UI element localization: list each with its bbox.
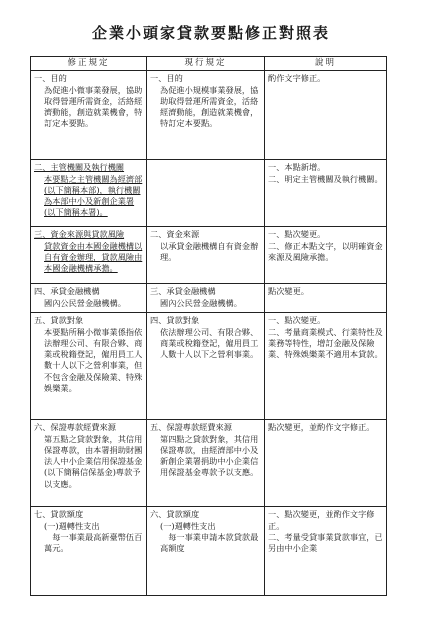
- revised-heading: 七、貸款額度: [34, 509, 84, 520]
- document-title: 企業小頭家貸款要點修正對照表: [91, 24, 330, 42]
- revised-cell: [31, 71, 147, 160]
- note-text: 一、點次變更，並酌作文字修正。 二、考量受貸事業貸款事宜，已另由中小企業: [268, 509, 383, 554]
- table-row: [31, 160, 387, 227]
- revised-heading: 六、保證專款經費來源: [34, 422, 116, 433]
- current-cell: [147, 507, 265, 596]
- revised-cell: [31, 160, 147, 227]
- note-text: 酌作文字修正。: [268, 73, 326, 84]
- note-text: 一、點次變更。 二、修正本點文字，以明確資金來源及風險承擔。: [268, 229, 383, 262]
- note-text: 一、本點新增。 二、明定主管機關及執行機關。: [268, 162, 383, 184]
- revised-heading: 四、承貸金融機構: [34, 286, 100, 297]
- revised-text: 為促進小微事業發展，協助取得營運所需資金，活絡經濟動能，創造就業機會，特訂定本要點。: [44, 84, 143, 129]
- current-cell: [147, 71, 265, 160]
- current-heading: 六、貸款額度: [150, 509, 200, 520]
- table-row: [31, 227, 387, 284]
- table-row: [31, 507, 387, 596]
- revised-cell: [31, 313, 147, 420]
- current-cell: [147, 284, 265, 313]
- table-header-row: [31, 57, 387, 71]
- note-cell: [265, 284, 387, 313]
- table-row: [31, 284, 387, 313]
- note-cell: [265, 227, 387, 284]
- header-revised: 修正規定: [31, 57, 147, 71]
- header-note: 說明: [265, 57, 387, 71]
- note-text: 點次變更，並酌作文字修正。: [268, 422, 375, 433]
- current-text: 依法辦理公司、有限合夥、商業或稅籍登記，僱用員工人數十人以下之營利事業。: [160, 326, 259, 360]
- current-text: 為促進小規模事業發展，協助取得營運所需資金，活絡經濟動能，創造就業機會，特訂定本要點。: [160, 84, 259, 129]
- current-cell: [147, 420, 265, 507]
- note-cell: [265, 507, 387, 596]
- revised-text: 國內公民營金融機構。: [44, 297, 126, 308]
- current-text: 國內公民營金融機構。: [160, 297, 242, 308]
- revised-cell: [31, 227, 147, 284]
- revised-text: 本要點所稱小微事業係指依法辦理公司、有限合夥、商業或稅籍登記，僱用員工人數十人以下之營利事業，但不包含金融及保險業、特殊娛樂業。: [44, 326, 143, 394]
- revised-heading: 一、目的: [34, 73, 67, 84]
- revised-heading: 五、貸款對象: [34, 315, 84, 326]
- current-cell: [147, 313, 265, 420]
- table-row: [31, 71, 387, 160]
- current-heading: 三、承貸金融機構: [150, 286, 216, 297]
- note-text: 點次變更。: [268, 286, 309, 297]
- table-row: [31, 313, 387, 420]
- revised-text: (一)週轉性支出 每一事業最高新臺幣伍百萬元。: [44, 520, 143, 554]
- note-cell: [265, 71, 387, 160]
- note-cell: [265, 313, 387, 420]
- note-cell: [265, 160, 387, 227]
- revised-text: 貸款資金由本國金融機構以自有資金辦理，貸款風險由本國金融機構承擔。: [44, 240, 143, 274]
- revised-text: 第五點之貸款對象，其信用保證專款，由本署捐助財團法人中小企業信用保證基金(以下簡稱信保基金)專款予以支應。: [44, 433, 143, 489]
- revised-cell: [31, 507, 147, 596]
- revised-heading: 三、資金來源與貸款風險: [34, 229, 125, 240]
- current-heading: 五、保證專款經費來源: [150, 422, 232, 433]
- current-cell: [147, 160, 265, 227]
- current-text: (一)週轉性支出 每一事業申請本款貸款最高額度: [160, 520, 259, 554]
- revised-cell: [31, 284, 147, 313]
- revised-cell: [31, 420, 147, 507]
- current-cell: [147, 227, 265, 284]
- table-row: [31, 420, 387, 507]
- current-text: 以承貸金融機構自有資金辦理。: [160, 240, 259, 262]
- current-heading: 二、資金來源: [150, 229, 200, 240]
- note-cell: [265, 420, 387, 507]
- current-heading: 一、目的: [150, 73, 183, 84]
- revised-heading: 二、主管機關及執行機關: [34, 162, 125, 173]
- note-text: 一、點次變更。 二、考量商業模式、行業特性及業務等特性，增訂金融及保險業、特殊娛樂業不適用本貸款。: [268, 315, 383, 360]
- comparison-table: [30, 56, 387, 596]
- current-heading: 四、貸款對象: [150, 315, 200, 326]
- current-text: 第四點之貸款對象，其信用保證專款，由經濟部中小及新創企業署捐助中小企業信用保證基金專款予以支應。: [160, 433, 259, 478]
- header-current: 現行規定: [147, 57, 265, 71]
- revised-text: 本要點之主管機關為經濟部(以下簡稱本部)，執行機關為本部中小及新創企業署(以下簡稱本署)。: [44, 173, 143, 218]
